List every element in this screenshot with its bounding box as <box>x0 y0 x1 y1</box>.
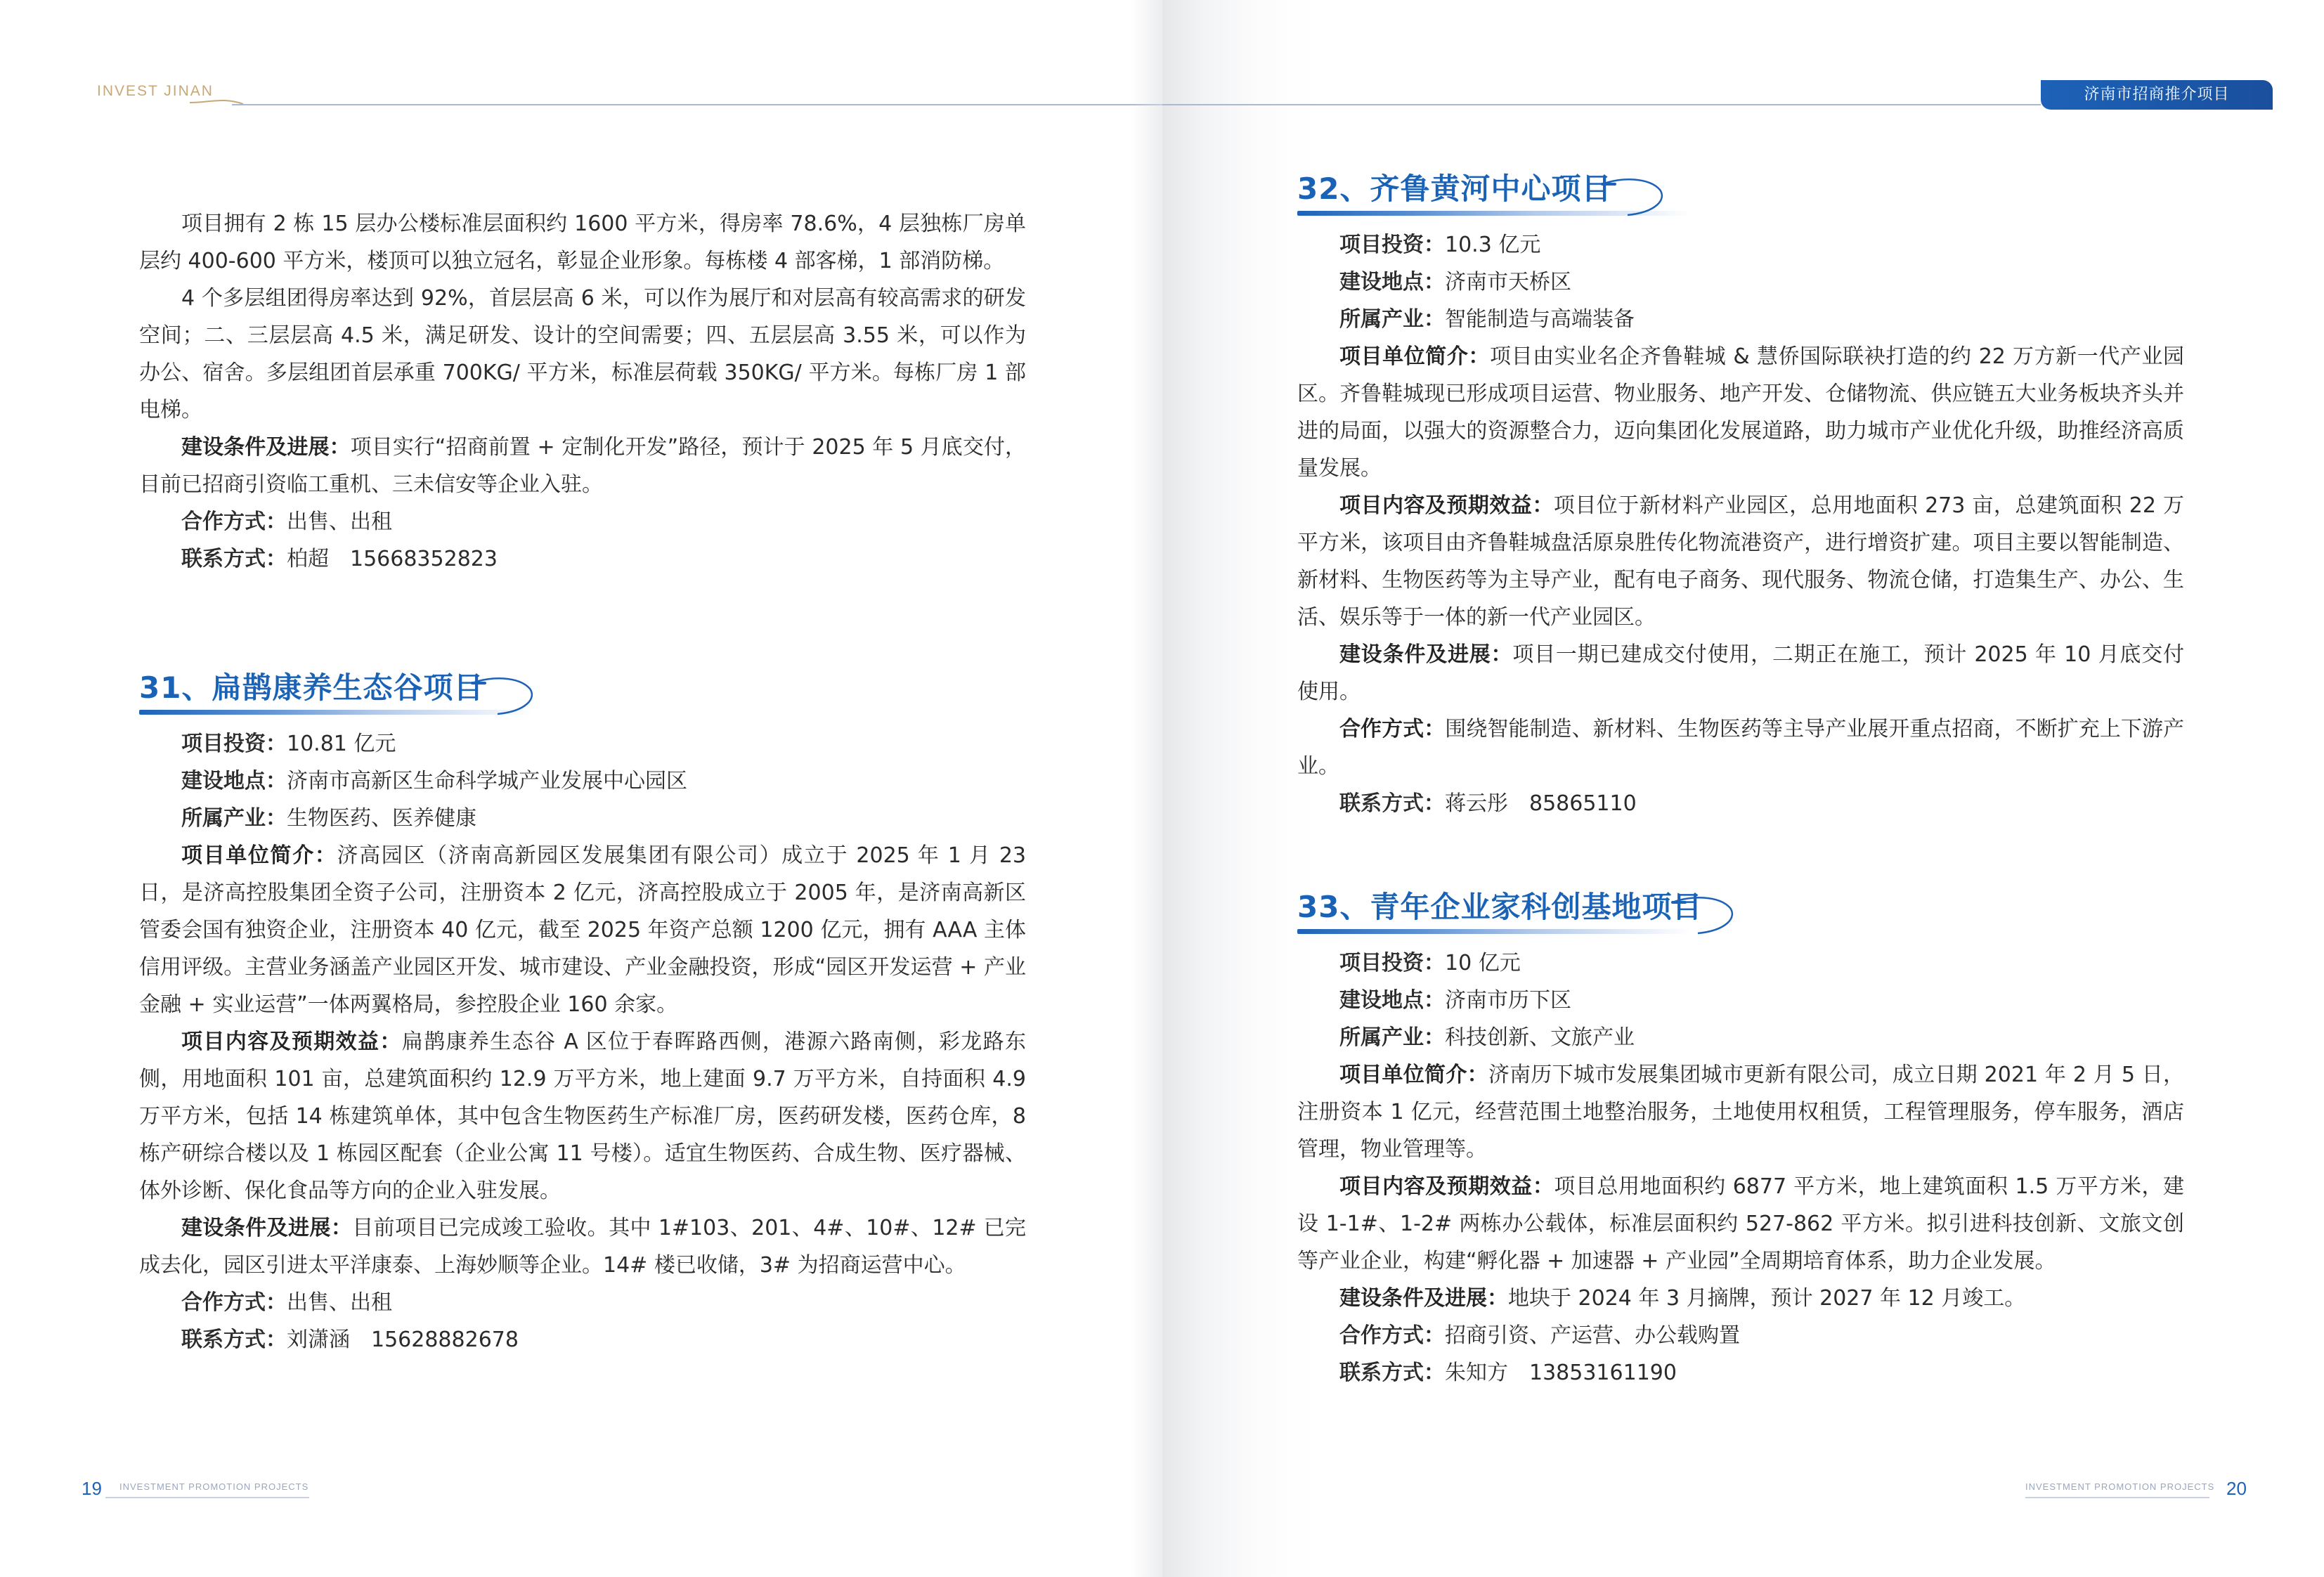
field-industry <box>1297 301 2184 338</box>
field-value: 10.3 亿元 <box>1445 233 1541 257</box>
field-value: 围绕智能制造、新材料、生物医药等主导产业展开重点招商，不断扩充上下游产业。 <box>1297 717 2185 779</box>
footer-caption: INVESTMENT PROMOTION PROJECTS <box>119 1481 309 1492</box>
field-unit <box>139 837 1026 1023</box>
field-value: 柏超 15668352823 <box>287 547 498 571</box>
field-label: 项目投资： <box>181 732 287 756</box>
field-label: 建设地点： <box>1339 270 1445 294</box>
field-location <box>1297 264 2184 301</box>
section-heading <box>139 661 1026 725</box>
section-heading <box>1297 162 2184 226</box>
field-value: 朱知方 13853161190 <box>1445 1361 1677 1385</box>
field-value: 出售、出租 <box>287 1290 392 1315</box>
field-label: 所属产业： <box>1339 307 1445 332</box>
field-value: 济南历下城市发展集团城市更新有限公司，成立日期 2021 年 2 月 5 日，注册资本 1 亿元，经营范围土地整治服务，土地使用权租赁，工程管理服务，停车服务，酒店管理，物业管理等。 <box>1297 1063 2184 1162</box>
field-label: 建设条件及进展： <box>1339 1286 1508 1311</box>
footer-caption: INVESTMENT PROMOTION PROJECTS <box>2025 1481 2215 1492</box>
field-investment <box>1297 945 2184 982</box>
field-label: 项目投资： <box>1339 233 1445 257</box>
field-industry <box>139 800 1026 837</box>
field-progress <box>139 1209 1026 1284</box>
footer-rule <box>105 1497 309 1498</box>
header-rule <box>232 104 1162 105</box>
section-heading <box>1297 880 2184 945</box>
field-label: 合作方式： <box>181 510 287 534</box>
field-value: 出售、出租 <box>287 510 392 534</box>
field-label: 建设条件及进展： <box>181 1216 353 1240</box>
field-value: 刘潇涵 15628882678 <box>287 1328 519 1352</box>
field-value: 扁鹊康养生态谷 A 区位于春晖路西侧，港源六路南侧，彩龙路东侧，用地面积 101 亩，总建筑面积约 12.9 万平方米，地上建面 9.7 万平方米，自持面积 4.9 万平方米，包括 14 栋建筑单体，其中包含生物医药生产标准厂房，医药研发楼，医药仓库，8 栋产研综合楼以及 1 栋园区配套（企业公寓 11 号楼）。适宜生物医药、合成生物、医疗器械、体外诊断、保化食品等方向的企业入驻发展。 <box>139 1030 1026 1203</box>
field-value: 招商引资、产运营、办公载购置 <box>1445 1323 1740 1348</box>
title-curl-icon <box>1670 887 1737 936</box>
field-label: 联系方式： <box>181 547 287 571</box>
intro-progress <box>139 429 1026 503</box>
title-underline <box>1297 929 1691 934</box>
intro-contact <box>139 540 1026 578</box>
field-label: 联系方式： <box>1339 791 1445 816</box>
field-location <box>1297 982 2184 1019</box>
field-label: 项目内容及预期效益： <box>1339 1174 1554 1199</box>
field-label: 建设条件及进展： <box>1339 642 1513 667</box>
brand-label: INVEST JINAN <box>97 83 214 99</box>
fold-shadow <box>1131 0 1162 1577</box>
field-value: 地块于 2024 年 3 月摘牌，预计 2027 年 12 月竣工。 <box>1508 1286 2026 1311</box>
field-label: 项目投资： <box>1339 951 1445 975</box>
field-coop <box>1297 710 2184 785</box>
right-page <box>1162 0 2324 1577</box>
intro-paragraph: 4 个多层组团得房率达到 92%，首层层高 6 米，可以作为展厅和对层高有较高需求的研发空间；二、三层层高 4.5 米，满足研发、设计的空间需要；四、五层层高 3.55 米，可以作为办公、宿舍。多层组团首层承重 700KG/ 平方米，标准层荷载 350KG/ 平方米。每栋厂房 1 部电梯。 <box>139 286 1026 422</box>
field-label: 所属产业： <box>1339 1025 1445 1050</box>
field-value: 10.81 亿元 <box>287 732 396 756</box>
field-value: 济南市高新区生命科学城产业发展中心园区 <box>287 769 687 793</box>
project-31 <box>139 661 1026 1358</box>
page-number: 19 <box>82 1478 102 1499</box>
field-label: 项目单位简介： <box>1339 344 1490 369</box>
header-swoosh-icon <box>188 83 245 111</box>
field-location <box>139 762 1026 800</box>
field-value: 智能制造与高端装备 <box>1445 307 1635 332</box>
field-value: 项目由实业名企齐鲁鞋城 & 慧侨国际联袂打造的约 22 万方新一代产业园区。齐鲁鞋城现已形成项目运营、物业服务、地产开发、仓储物流、供应链五大业务板块齐头并进的局面，以强大的资源整合力，迈向集团化发展道路，助力城市产业优化升级，助推经济高质量发展。 <box>1297 344 2184 481</box>
section-title: 32、齐鲁黄河中心项目 <box>1297 171 1612 206</box>
field-value: 蒋云彤 85865110 <box>1445 791 1637 816</box>
intro-paragraph: 项目拥有 2 栋 15 层办公楼标准层面积约 1600 平方米，得房率 78.6%，4 层独栋厂房单层约 400-600 平方米，楼顶可以独立冠名，彰显企业形象。每栋楼 4 部客梯，1 部消防梯。 <box>139 212 1026 273</box>
field-label: 项目单位简介： <box>181 843 337 868</box>
field-value: 10 亿元 <box>1445 951 1521 975</box>
field-unit <box>1297 338 2184 487</box>
field-value: 项目总用地面积约 6877 平方米，地上建筑面积 1.5 万平方米，建设 1-1#、1-2# 两栋办公载体，标准层面积约 527-862 平方米。拟引进科技创新、文旅文创等产业企业，构建“孵化器 + 加速器 + 产业园”全周期培育体系，助力企业发展。 <box>1297 1174 2185 1273</box>
field-value: 目前项目已完成竣工验收。其中 1#103、201、4#、10#、12# 已完成去化，园区引进太平洋康泰、上海妙顺等企业。14# 楼已收储，3# 为招商运营中心。 <box>139 1216 1026 1278</box>
footer-rule <box>2025 1497 2209 1498</box>
field-unit <box>1297 1056 2184 1168</box>
field-value: 济南市历下区 <box>1445 988 1571 1013</box>
header-tag: 济南市招商推介项目 <box>2041 80 2273 110</box>
field-value: 项目位于新材料产业园区，总用地面积 273 亩，总建筑面积 22 万平方米，该项目由齐鲁鞋城盘活原泉胜传化物流港资产，进行增资扩建。项目主要以智能制造、新材料、生物医药等为主导产业，配有电子商务、现代服务、物流仓储，打造集生产、办公、生活、娱乐等于一体的新一代产业园区。 <box>1297 493 2184 630</box>
field-industry <box>1297 1019 2184 1056</box>
field-label: 项目内容及预期效益： <box>181 1030 402 1054</box>
field-label: 项目单位简介： <box>1339 1063 1488 1087</box>
section-title: 31、扁鹊康养生态谷项目 <box>139 670 484 705</box>
intro-block <box>139 205 1026 578</box>
field-contact <box>139 1321 1026 1358</box>
field-content <box>1297 487 2184 636</box>
field-value: 济南市天桥区 <box>1445 270 1571 294</box>
field-content <box>1297 1168 2184 1280</box>
field-value: 科技创新、文旅产业 <box>1445 1025 1635 1050</box>
section-title: 33、青年企业家科创基地项目 <box>1297 890 1703 924</box>
title-curl-icon <box>1599 169 1667 218</box>
field-contact <box>1297 785 2184 822</box>
field-label: 建设地点： <box>1339 988 1445 1013</box>
field-label: 建设地点： <box>181 769 287 793</box>
field-value: 项目实行“招商前置 + 定制化开发”路径，预计于 2025 年 5 月底交付，目前已招商引资临工重机、三未信安等企业入驻。 <box>139 435 1026 497</box>
title-curl-icon <box>469 668 537 717</box>
field-label: 项目内容及预期效益： <box>1339 493 1554 518</box>
field-contact <box>1297 1354 2184 1391</box>
field-label: 联系方式： <box>181 1328 287 1352</box>
field-label: 合作方式： <box>1339 717 1446 741</box>
field-progress <box>1297 1280 2184 1317</box>
field-progress <box>1297 636 2184 710</box>
field-investment <box>139 725 1026 762</box>
field-coop <box>1297 1317 2184 1354</box>
field-label: 合作方式： <box>1339 1323 1445 1348</box>
field-value: 济高园区（济南高新园区发展集团有限公司）成立于 2025 年 1 月 23 日，是济高控股集团全资子公司，注册资本 2 亿元，济高控股成立于 2005 年，是济南高新区管委会国有独资企业，注册资本 40 亿元，截至 2025 年资产总额 1200 亿元，拥有 AAA 主体信用评级。主营业务涵盖产业园区开发、城市建设、产业金融投资，形成“园区开发运营 + 产业金融 + 实业运营”一体两翼格局，参控股企业 160 余家。 <box>139 843 1026 1017</box>
intro-coop <box>139 503 1026 540</box>
field-investment <box>1297 226 2184 264</box>
field-content <box>139 1023 1026 1209</box>
field-coop <box>139 1284 1026 1321</box>
field-label: 所属产业： <box>181 806 287 831</box>
field-label: 联系方式： <box>1339 1361 1445 1385</box>
header-rule <box>1162 104 2041 105</box>
field-label: 合作方式： <box>181 1290 287 1315</box>
field-value: 生物医药、医养健康 <box>287 806 476 831</box>
project-32 <box>1297 162 2184 822</box>
field-value: 项目一期已建成交付使用，二期正在施工，预计 2025 年 10 月底交付使用。 <box>1297 642 2184 704</box>
project-33 <box>1297 880 2184 1391</box>
field-label: 建设条件及进展： <box>181 435 351 460</box>
page-number: 20 <box>2226 1478 2247 1499</box>
